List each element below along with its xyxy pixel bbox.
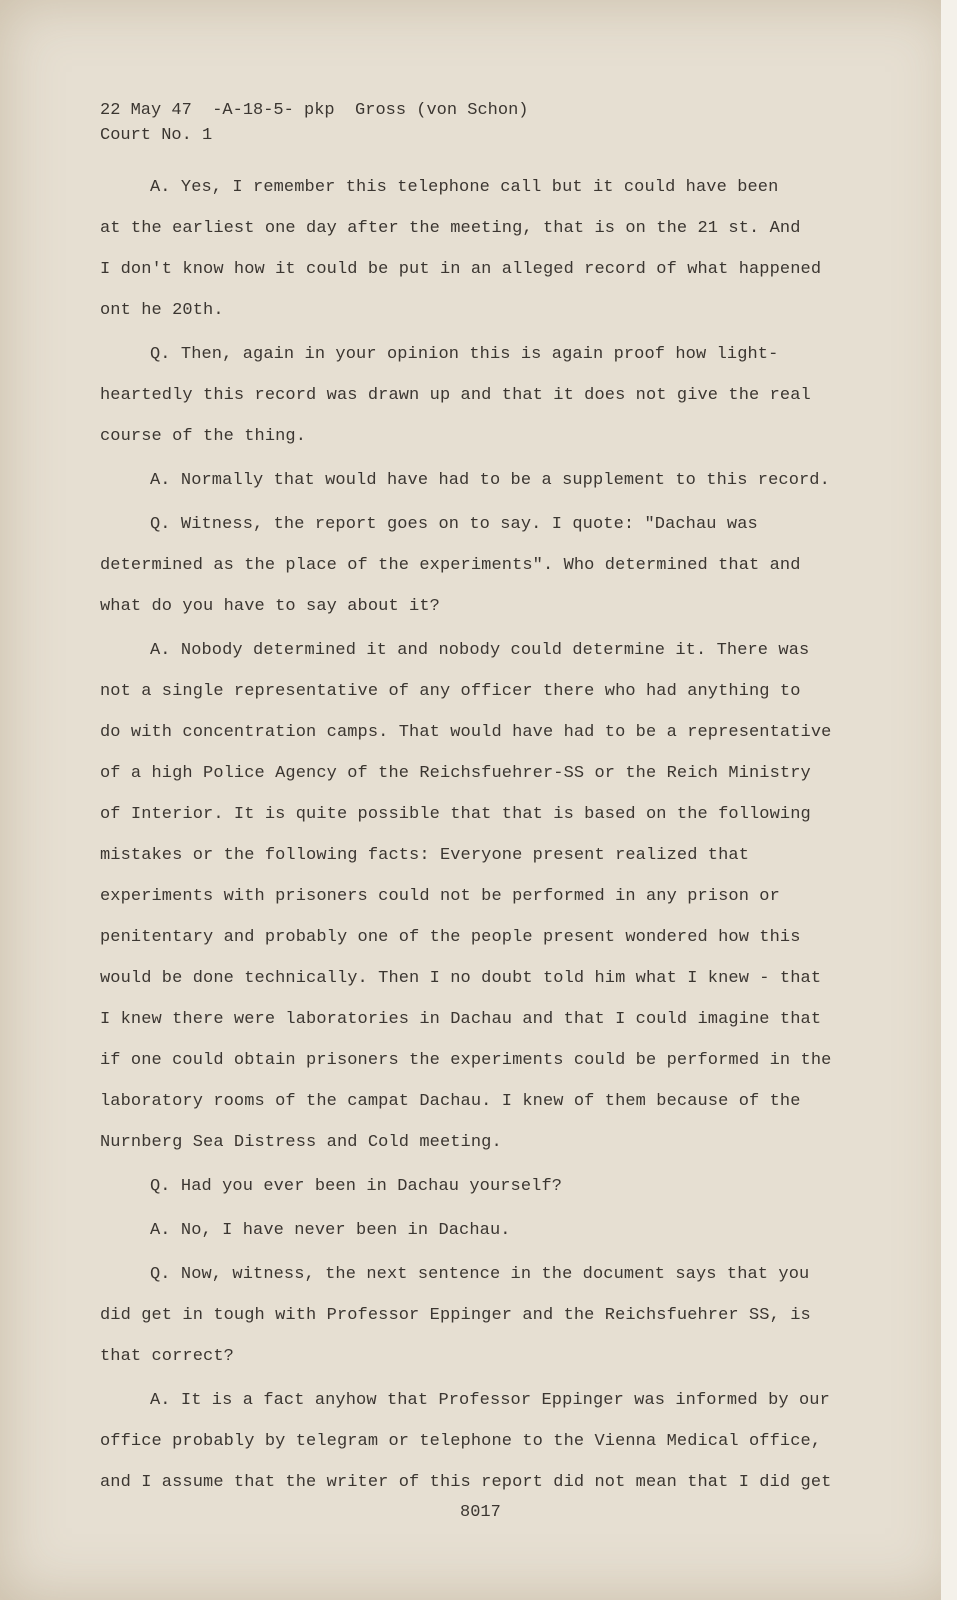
paragraph-answer-4 [100, 1219, 840, 1260]
paragraph-question-2 [100, 513, 840, 636]
text-line: A. Normally that would have had to be a supplement to this record. [150, 471, 830, 490]
text-line: not a single representative of any officer there who had anything to [100, 682, 801, 701]
text-line: Nurnberg Sea Distress and Cold meeting. [100, 1133, 502, 1152]
text-line: what do you have to say about it? [100, 597, 440, 616]
text-line: if one could obtain prisoners the experiments could be performed in the [100, 1051, 832, 1070]
text-line: I knew there were laboratories in Dachau and that I could imagine that [100, 1010, 822, 1029]
paragraph-answer-5 [100, 1389, 840, 1512]
text-line: A. No, I have never been in Dachau. [150, 1221, 511, 1240]
text-line: A. Yes, I remember this telephone call but it could have been [150, 178, 779, 197]
text-line: at the earliest one day after the meeting, that is on the 21 st. And [100, 219, 801, 238]
text-line: office probably by telegram or telephone to the Vienna Medical office, [100, 1432, 822, 1451]
document-header [100, 98, 528, 148]
text-line: that correct? [100, 1347, 234, 1366]
text-line: course of the thing. [100, 427, 307, 446]
text-line: A. Nobody determined it and nobody could determine it. There was [150, 641, 810, 660]
text-line: would be done technically. Then I no doubt told him what I knew - that [100, 969, 822, 988]
text-line: heartedly this record was drawn up and that it does not give the real [100, 386, 811, 405]
text-line: I don't know how it could be put in an alleged record of what happened [100, 260, 822, 279]
paragraph-question-1 [100, 343, 840, 466]
text-line: Q. Had you ever been in Dachau yourself? [150, 1177, 563, 1196]
paragraph-question-4 [100, 1263, 840, 1386]
text-line: and I assume that the writer of this report did not mean that I did get [100, 1473, 832, 1492]
text-line: A. It is a fact anyhow that Professor Eppinger was informed by our [150, 1391, 830, 1410]
text-line: determined as the place of the experiments". Who determined that and [100, 556, 801, 575]
text-line: laboratory rooms of the campat Dachau. I knew of them because of the [100, 1092, 801, 1111]
header-line-2: Court No. 1 [100, 126, 213, 145]
paragraph-answer-1 [100, 176, 840, 340]
text-line: ont he 20th. [100, 301, 224, 320]
text-line: penitentary and probably one of the people present wondered how this [100, 928, 801, 947]
text-line: Q. Then, again in your opinion this is again proof how light- [150, 345, 779, 364]
paragraph-answer-3 [100, 639, 840, 1172]
page-number: 8017 [460, 1503, 501, 1522]
text-line: Q. Witness, the report goes on to say. I quote: "Dachau was [150, 515, 758, 534]
paragraph-answer-2 [100, 469, 840, 510]
text-line: did get in tough with Professor Eppinger and the Reichsfuehrer SS, is [100, 1306, 811, 1325]
text-line: mistakes or the following facts: Everyone present realized that [100, 846, 750, 865]
text-line: experiments with prisoners could not be performed in any prison or [100, 887, 780, 906]
header-line-1: 22 May 47 -A-18-5- pkp Gross (von Schon) [100, 101, 529, 120]
paragraph-question-3 [100, 1175, 840, 1216]
text-line: do with concentration camps. That would have had to be a representative [100, 723, 832, 742]
scan-edge [941, 0, 957, 1600]
text-line: of a high Police Agency of the Reichsfuehrer-SS or the Reich Ministry [100, 764, 811, 783]
text-line: Q. Now, witness, the next sentence in the document says that you [150, 1265, 810, 1284]
transcript-body [100, 176, 840, 1515]
text-line: of Interior. It is quite possible that that is based on the following [100, 805, 811, 824]
